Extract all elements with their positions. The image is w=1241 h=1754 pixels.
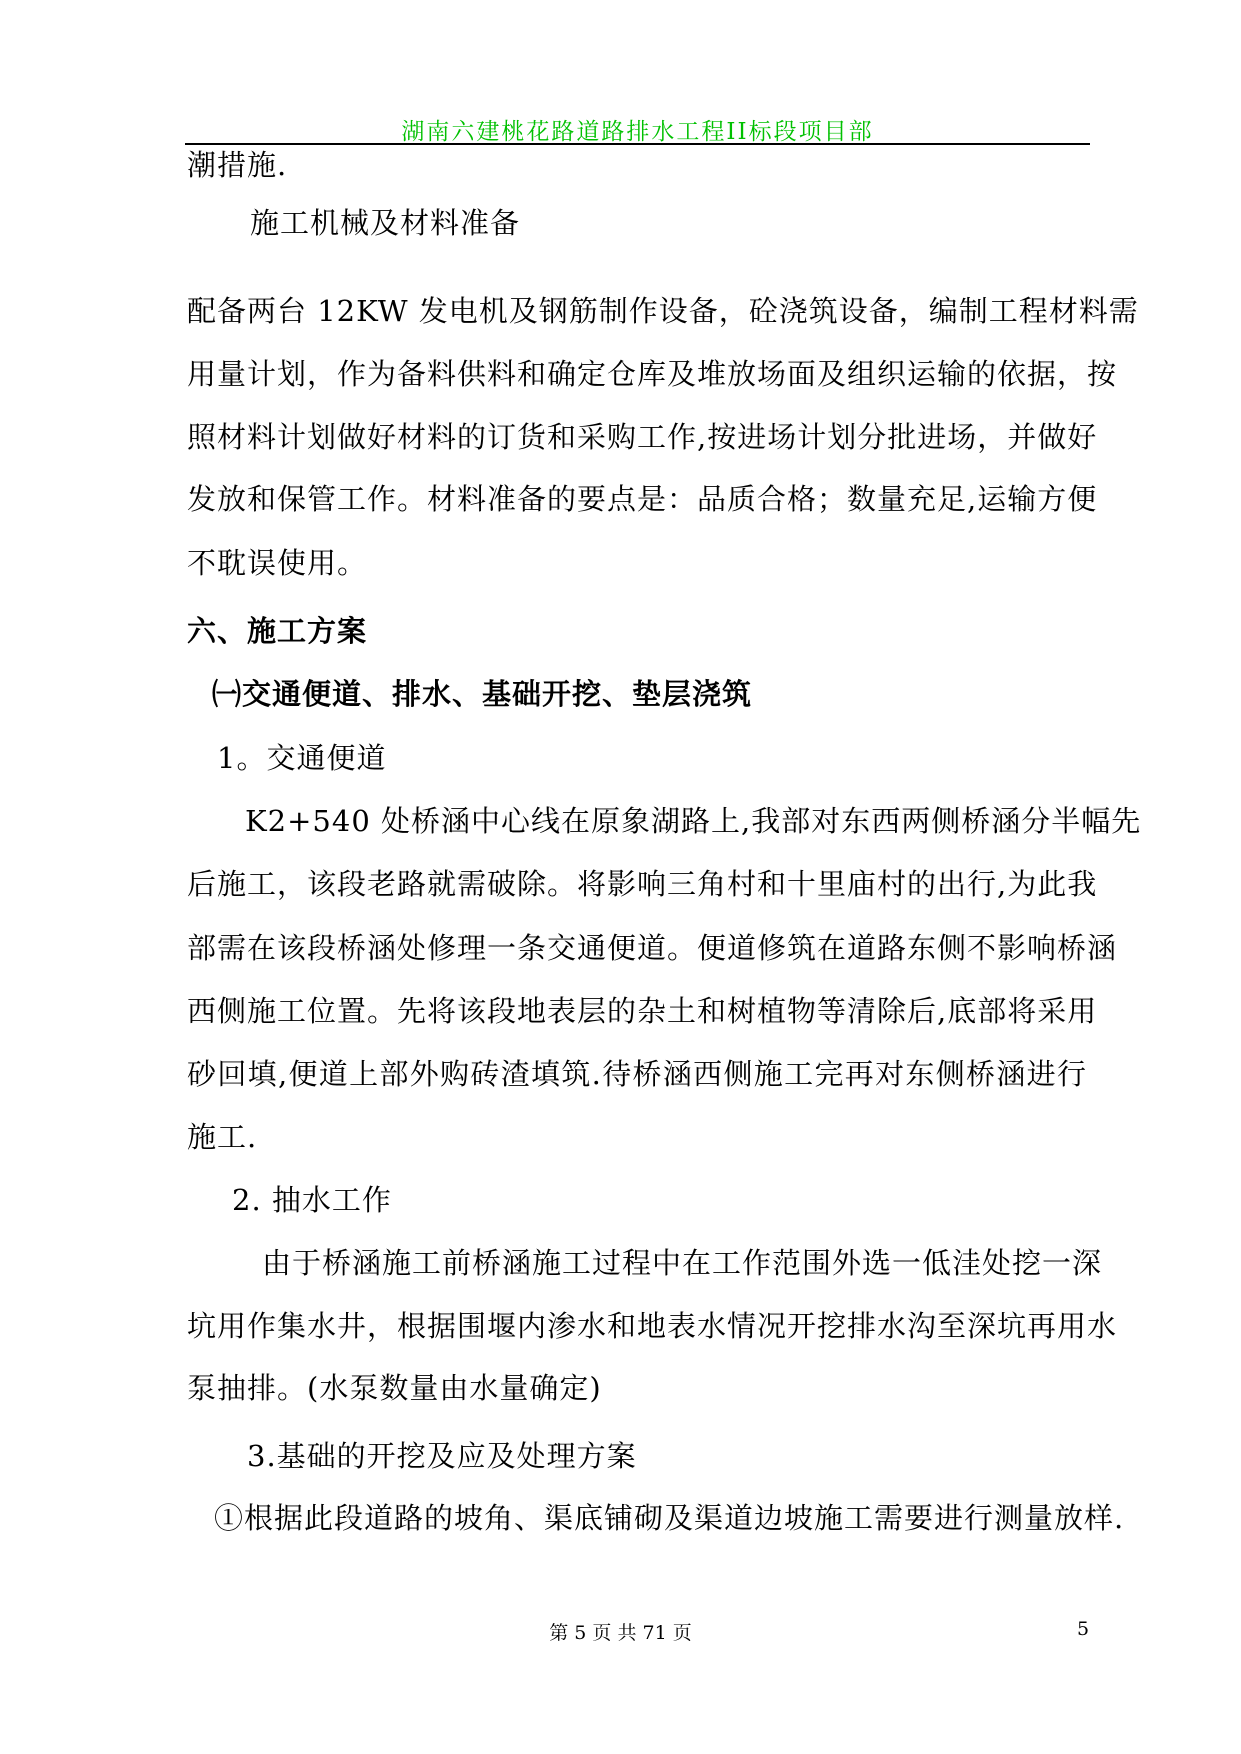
- item-heading: 2. 抽水工作: [232, 1183, 392, 1217]
- header-rule: [185, 143, 1090, 145]
- item-heading: 1。交通便道: [217, 741, 387, 775]
- subsection-heading: ㈠交通便道、排水、基础开挖、垫层浇筑: [212, 677, 753, 711]
- page-number: 5: [1077, 1618, 1090, 1640]
- text-line: 由于桥涵施工前桥涵施工过程中在工作范围外选一低洼处挖一深: [262, 1246, 1103, 1280]
- text-line: 施工机械及材料准备: [250, 206, 521, 240]
- text-line: 不耽误使用。: [187, 546, 368, 580]
- text-line: 配备两台 12KW 发电机及钢筋制作设备，砼浇筑设备，编制工程材料需: [187, 294, 1139, 328]
- text-line: 发放和保管工作。材料准备的要点是：品质合格；数量充足,运输方便: [187, 482, 1098, 516]
- item-heading: 3.基础的开挖及应及处理方案: [247, 1439, 637, 1473]
- page-header-title: 湖南六建桃花路道路排水工程II标段项目部: [401, 119, 874, 145]
- text-line: 潮措施.: [187, 148, 288, 182]
- text-line: 坑用作集水井，根据围堰内渗水和地表水情况开挖排水沟至深坑再用水: [187, 1309, 1118, 1343]
- text-line: 泵抽排。(水泵数量由水量确定): [187, 1371, 602, 1405]
- text-line: 砂回填,便道上部外购砖渣填筑.待桥涵西侧施工完再对东侧桥涵进行: [187, 1057, 1087, 1091]
- section-heading: 六、施工方案: [187, 614, 368, 648]
- text-line: 部需在该段桥涵处修理一条交通便道。便道修筑在道路东侧不影响桥涵: [187, 931, 1118, 965]
- text-line: 施工.: [187, 1120, 258, 1154]
- text-line: 用量计划，作为备料供料和确定仓库及堆放场面及组织运输的依据，按: [187, 357, 1118, 391]
- text-line: 西侧施工位置。先将该段地表层的杂土和树植物等清除后,底部将采用: [187, 994, 1098, 1028]
- text-line: ①根据此段道路的坡角、渠底铺砌及渠道边坡施工需要进行测量放样.: [214, 1501, 1125, 1535]
- text-line: 照材料计划做好材料的订货和采购工作,按进场计划分批进场，并做好: [187, 420, 1098, 454]
- text-line: K2+540 处桥涵中心线在原象湖路上,我部对东西两侧桥涵分半幅先: [245, 804, 1142, 838]
- text-line: 后施工，该段老路就需破除。将影响三角村和十里庙村的出行,为此我: [187, 867, 1098, 901]
- page-count-label: 第 5 页 共 71 页: [549, 1622, 692, 1644]
